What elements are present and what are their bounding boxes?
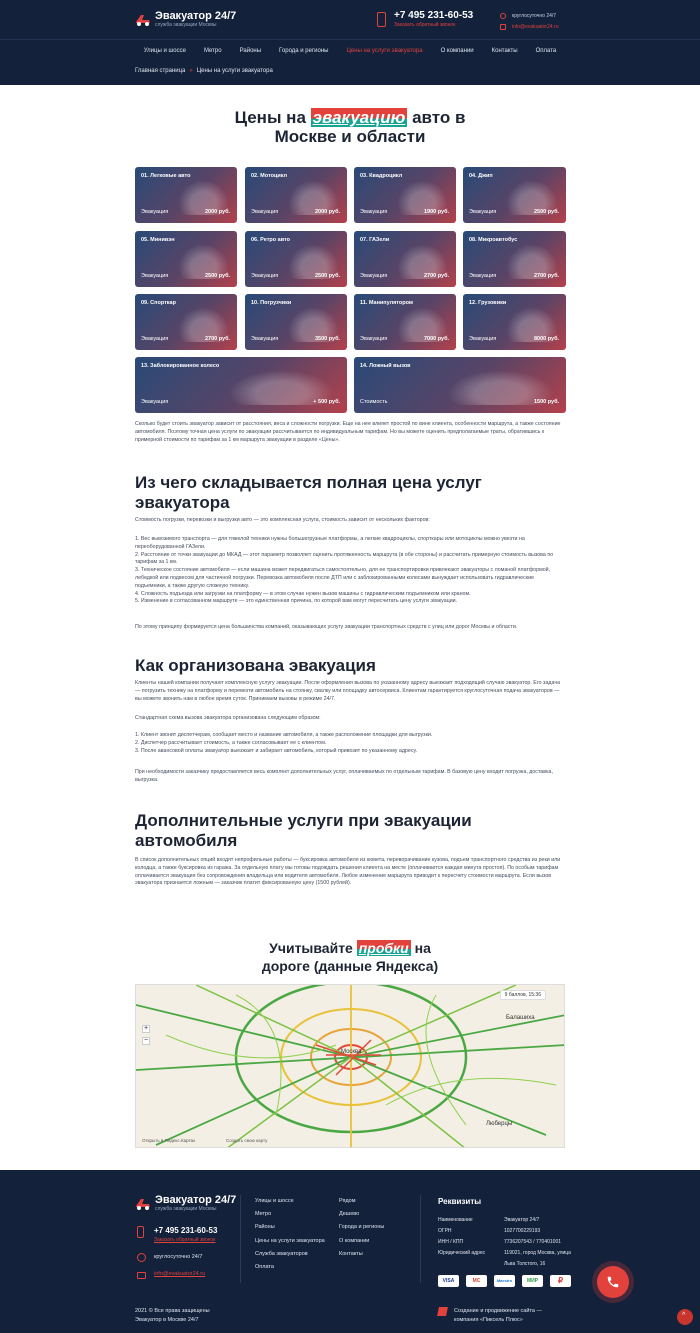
traffic-score-badge[interactable]: 9 баллов, 15:36 <box>500 990 546 1000</box>
top-bar <box>0 0 700 40</box>
card-price: 8000 руб. <box>533 336 559 342</box>
footer-link[interactable]: Районы <box>255 1224 275 1231</box>
card-price: 1900 руб. <box>423 209 449 215</box>
traffic-title <box>0 939 700 975</box>
price-card[interactable] <box>463 294 566 350</box>
breadcrumb-current: Цены на услуги эвакуатора <box>196 68 273 74</box>
price-card[interactable] <box>245 294 347 350</box>
footer-link[interactable]: Дешево <box>339 1211 360 1218</box>
pixel-plus-icon <box>437 1307 448 1316</box>
section2-p2: Стандартная схема вызова эвакуатора организована следующим образом: <box>135 715 321 721</box>
title-highlight: эвакуацию <box>312 108 406 127</box>
list-item: 2. Диспетчер рассчитывает стоимость, а также согласовывает ее с клиентом. <box>135 739 327 746</box>
list-item: 5. Изменение в согласованном маршруте — это единственная причина, по которой вам могут пересчитать цену услуги эвакуации. <box>135 598 458 605</box>
section3-title: Дополнительные услуги при эвакуации автомобиля <box>135 811 472 850</box>
card-title: 01. Легковые авто <box>141 173 191 179</box>
section1-lead: Стоимость погрузки, перевозки и выгрузки авто — это комплексная услуга, стоимость зависит от нескольких факторов: <box>135 517 430 523</box>
mail-icon <box>137 1272 146 1279</box>
list-item: 3. После авансовой оплаты эвакуатор выезжает и забирает автомобиль, который привозит по указанному адресу. <box>135 747 418 754</box>
tow-truck-icon <box>135 1197 151 1211</box>
card-title: 06. Ретро авто <box>251 237 290 243</box>
card-price: 2700 руб. <box>533 273 559 279</box>
footer-logo-title: Эвакуатор 24/7 <box>155 1194 237 1206</box>
card-price: 2500 руб. <box>204 273 230 279</box>
card-caption: Эвакуация <box>141 209 169 215</box>
req-value: 119021, город Москва, улица Льва Толстого, 16 <box>504 1250 571 1267</box>
price-card[interactable] <box>463 167 566 223</box>
card-title: 04. Джип <box>469 173 493 179</box>
nav-prices[interactable]: Цены на услуги эвакуатора <box>346 48 423 54</box>
page-title <box>0 108 700 146</box>
developer-credit[interactable] <box>438 1307 542 1325</box>
price-card[interactable] <box>135 231 237 287</box>
req-value: 7736207543 / 770401001 <box>504 1239 562 1245</box>
header-contacts <box>500 10 559 32</box>
footer-link[interactable]: Метро <box>255 1211 272 1218</box>
card-title: 07. ГАЗели <box>360 237 390 243</box>
create-map-link[interactable]: Создать свою карту <box>226 1138 268 1143</box>
card-price: 2000 руб. <box>204 209 230 215</box>
nav-payment[interactable]: Оплата <box>535 48 557 54</box>
card-title: 14. Ложный вызов <box>360 363 411 369</box>
clock-icon <box>500 13 506 19</box>
tow-truck-icon <box>135 13 151 27</box>
card-caption: Эвакуация <box>141 399 169 405</box>
header-phone[interactable]: +7 495 231-60-53 <box>394 10 474 21</box>
zoom-in-button[interactable]: + <box>143 1025 149 1032</box>
card-title: 05. Минивэн <box>141 237 175 243</box>
price-card[interactable] <box>135 294 237 350</box>
clock-icon <box>137 1253 146 1262</box>
card-caption: Эвакуация <box>251 273 279 279</box>
nav-about[interactable]: О компании <box>440 48 474 54</box>
card-price: 2700 руб. <box>423 273 449 279</box>
copyright-line: 2021 © Все права защищены <box>135 1308 210 1314</box>
header-email[interactable]: info@evakuator24.ru <box>512 23 559 30</box>
section2-p1: Клиенты нашей компании получают комплексную услугу эвакуации. После оформления вызова по указанному адресу выезжает подходящий случаю эвакуатор. Его задача — погрузить технику на платформу и перевезти автомобиль на стоянку, свалку или площадку автосервиса. Клиентам гарантируется круглосуточная подача эвакуаторов — вы можете звонить нам в любое время суток. Принимаем вызовы в режиме 24/7. <box>135 680 561 702</box>
card-price: 7000 руб. <box>423 336 449 342</box>
card-title: 13. Заблокированное колесо <box>141 363 220 369</box>
footer-link[interactable]: Контакты <box>339 1250 363 1257</box>
section1-outro: По этому принципу формируется цена большинства компаний, оказывающих услугу эвакуации транспортных средств с улиц или дорог Москвы и области. <box>135 624 518 630</box>
requisites-title: Реквизиты <box>438 1197 482 1206</box>
req-key: Юридический адрес <box>438 1250 486 1256</box>
maestro-icon: Maestro <box>494 1275 515 1287</box>
map-label: Балашиха <box>506 1015 535 1021</box>
logo[interactable] <box>135 11 236 28</box>
nav-streets[interactable]: Улицы и шоссе <box>143 48 186 54</box>
title-part: Цены на <box>234 108 306 127</box>
card-title: 12. Грузовики <box>469 300 507 306</box>
price-card[interactable] <box>354 231 456 287</box>
divider <box>240 1195 241 1283</box>
arrow-up-icon: ^ <box>682 1312 686 1319</box>
title-part: на <box>414 940 431 956</box>
header-phone-block <box>377 10 473 29</box>
footer-logo-subtitle: служба эвакуации Москвы <box>155 1206 217 1212</box>
ruble-icon: ₽ <box>550 1275 571 1287</box>
req-key: Наименование <box>438 1217 473 1223</box>
list-item: 1. Вес вывозимого транспорта — для тяжелой техники нужны большегрузные платформы, а легкие квадроциклы, спорткары или мотоциклы можно увезти на переоборудованной ГАЗели. <box>135 536 525 550</box>
copyright-line: Эвакуатор в Москве 24/7 <box>135 1317 199 1323</box>
site-footer <box>0 1170 700 1333</box>
copyright <box>135 1307 210 1325</box>
card-caption: Эвакуация <box>360 336 388 342</box>
footer-menu-1 <box>255 1195 325 1274</box>
footer-menu-2 <box>339 1195 384 1261</box>
footer-link[interactable]: Города и регионы <box>339 1224 385 1231</box>
section1-title: Из чего складывается полная цена услуг эвакуатора <box>135 473 482 512</box>
footer-email[interactable]: info@evakuator24.ru <box>154 1271 206 1277</box>
main-nav <box>0 42 700 60</box>
card-caption: Эвакуация <box>360 273 388 279</box>
mail-icon <box>500 24 506 30</box>
card-title: 10. Погрузчики <box>251 300 292 306</box>
footer-link[interactable]: Улицы и шоссе <box>255 1198 294 1204</box>
nav-districts[interactable]: Районы <box>239 48 262 54</box>
breadcrumb <box>135 68 273 74</box>
card-price: 2500 руб. <box>314 273 340 279</box>
visa-icon: VISA <box>438 1275 459 1287</box>
list-item: 1. Клиент звонит диспетчерам, сообщает место и название автомобиля, а также расположение площадки для выгрузки. <box>135 732 433 738</box>
price-card[interactable] <box>135 167 237 223</box>
list-item: 4. Сложность подъезда или загрузки на платформу — в этом случае нужен вызов машины с гидравлическим подъемником или краном. <box>135 590 471 597</box>
req-key: ИНН / КПП <box>438 1239 464 1245</box>
footer-link[interactable]: Рядом <box>339 1198 356 1204</box>
floating-call-button[interactable] <box>597 1266 629 1298</box>
card-title: 09. Спорткар <box>141 300 176 306</box>
price-card[interactable] <box>354 167 456 223</box>
card-title: 11. Манипулятором <box>360 300 413 306</box>
card-caption: Эвакуация <box>251 209 279 215</box>
card-price: 2700 руб. <box>204 336 230 342</box>
footer-link[interactable]: Цены на услуги эвакуатора <box>255 1237 325 1244</box>
card-caption: Эвакуация <box>469 336 497 342</box>
req-value: 1027700229193 <box>504 1228 541 1234</box>
footer-link[interactable]: О компании <box>339 1237 370 1244</box>
card-title: 03. Квадроцикл <box>360 173 403 179</box>
list-item: 3. Техническое состояние автомобиля — если машина может передвигаться самостоятельно, для ее транспортировки привлекают эвакуаторы с ломаной платформой, лебедкой или подвесом для частичной погрузки. Перевозка автомобиля после ДТП или с заблокированными колесами вынуждает использовать гидравлические подъемники, а также другую сложную технику. <box>135 567 551 589</box>
req-value: Эвакуатор 24/7 <box>504 1217 540 1223</box>
req-key: ОГРН <box>438 1228 452 1234</box>
nav-contacts[interactable]: Контакты <box>491 48 518 54</box>
card-caption: Эвакуация <box>251 336 279 342</box>
breadcrumb-separator: » <box>189 68 193 74</box>
title-line2: дороге (данные Яндекса) <box>261 958 439 974</box>
card-price: 2000 руб. <box>314 209 340 215</box>
card-caption: Эвакуация <box>141 336 169 342</box>
traffic-map[interactable] <box>135 984 565 1148</box>
logo-title: Эвакуатор 24/7 <box>155 10 237 22</box>
requisites-table <box>438 1215 578 1270</box>
footer-logo[interactable] <box>135 1195 236 1212</box>
mastercard-icon: MC <box>466 1275 487 1287</box>
footer-link[interactable]: Служба эвакуаторов <box>255 1250 308 1257</box>
card-title: 08. Микроавтобус <box>469 237 518 243</box>
logo-subtitle: служба эвакуации Москвы <box>155 22 217 28</box>
title-part: авто в <box>412 108 466 127</box>
card-price: 1500 руб. <box>533 399 559 405</box>
footer-hours: круглосуточно 24/7 <box>154 1254 203 1260</box>
card-caption: Эвакуация <box>141 273 169 279</box>
card-caption: Эвакуация <box>360 209 388 215</box>
section2-list <box>135 732 565 755</box>
mir-icon: МИР <box>522 1275 543 1287</box>
footer-link[interactable]: Оплата <box>255 1264 274 1271</box>
scroll-up-button[interactable] <box>677 1309 693 1325</box>
open-in-yandex-link[interactable]: Открыть в Яндекс.Картах <box>142 1138 196 1143</box>
section2-title: Как организована эвакуация <box>135 656 376 675</box>
site-header <box>0 0 700 85</box>
map-label: Москва <box>341 1049 362 1055</box>
footer-phone[interactable]: +7 495 231-60-53 <box>154 1226 218 1235</box>
phone-icon <box>137 1226 144 1238</box>
card-price: 2500 руб. <box>533 209 559 215</box>
intro-text: Сколько будет стоить эвакуатор зависит от расстояния, веса и сложности погрузки. Еще на нее влияет простой по вине клиента, особенности маршрута, а также состояние автомобиля. Поэтому точная цена услуги по эвакуации рассчитывается по индивидуальным тарифам. Но вы можете оценить предполагаемые траты, обратившись к примерной стоимости по тарифам за 1 км маршрута эвакуации в разделе «Цены». <box>135 421 561 443</box>
title-line2: Москве и области <box>274 127 426 146</box>
nav-cities[interactable]: Города и регионы <box>279 48 329 54</box>
list-item: 2. Расстояние от точки эвакуации до МКАД — этот параметр позволяет оценить протяженность маршрута (в обе стороны) и рассчитать примерную стоимость вызова по тарифам за 1 км. <box>135 551 554 566</box>
section1-list <box>135 536 565 606</box>
section3-p1: В список дополнительных опций входят непрофильные работы — буксировка автомобиля из кювета, переворачивание кузова, подъем транспортного средства из реки или колодца, а также буксировка из гаража. За отдельную плату мы готовы подождать решения клиента на месте (оплачивается каждая минута простоя). По особым тарифам оплачивается эвакуация без сопровождения владельца или водителя автомобиля. Любое изменение маршрута приводит к пересчету стоимости маршрута. Если вызов эвакуатора признается ложным — заказчик платит фиксированную цену (1500 рублей). <box>135 857 561 887</box>
card-caption: Эвакуация <box>469 273 497 279</box>
card-caption: Эвакуация <box>469 209 497 215</box>
callback-link[interactable]: Заказать обратный звонок <box>394 22 456 28</box>
price-card[interactable] <box>463 231 566 287</box>
price-card[interactable] <box>354 357 566 413</box>
footer-callback-link[interactable]: Заказать обратный звонок <box>154 1237 216 1243</box>
divider <box>420 1195 421 1283</box>
phone-icon <box>606 1275 620 1289</box>
card-caption: Стоимость <box>360 399 388 405</box>
price-card[interactable] <box>245 231 347 287</box>
price-card[interactable] <box>135 357 347 413</box>
phone-icon <box>377 12 386 27</box>
title-highlight: пробки <box>358 940 409 956</box>
zoom-out-button[interactable]: − <box>143 1037 149 1044</box>
nav-metro[interactable]: Метро <box>203 48 222 54</box>
price-card[interactable] <box>245 167 347 223</box>
section2-p3: При необходимости заказчику предоставляется весь комплект дополнительных услуг, оплачиваемых по отдельным тарифам. В базовую цену входит погрузка, доставка, выгрузка. <box>135 769 553 783</box>
price-card[interactable] <box>354 294 456 350</box>
developer-line: Создание и продвижение сайта — <box>454 1308 542 1314</box>
card-price: 3500 руб. <box>314 336 340 342</box>
card-price: + 500 руб. <box>313 399 340 405</box>
card-title: 02. Мотоцикл <box>251 173 288 179</box>
breadcrumb-home[interactable]: Главная страница <box>135 68 186 74</box>
work-hours: круглосуточно 24/7 <box>512 12 557 19</box>
developer-line: компания «Пиксель Плюс» <box>454 1317 523 1323</box>
title-part: Учитывайте <box>269 940 353 956</box>
map-label: Люберцы <box>486 1121 513 1127</box>
